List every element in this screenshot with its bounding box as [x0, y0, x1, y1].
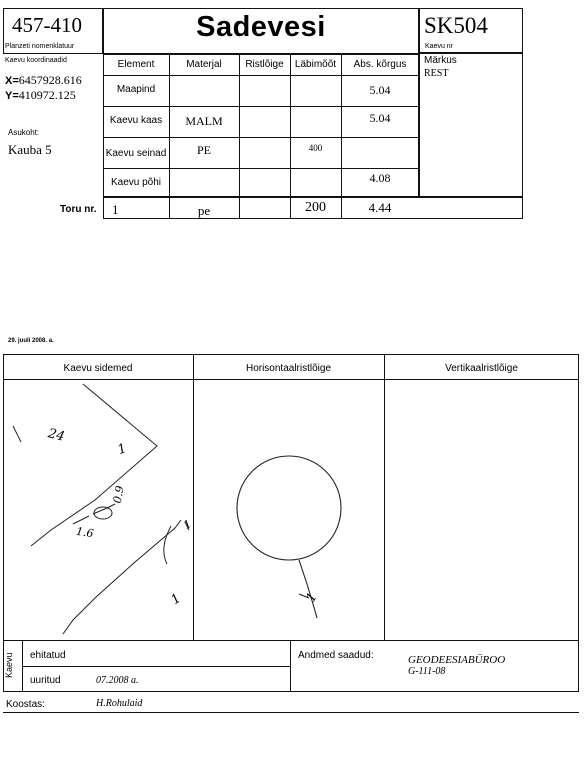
- pipe-material: pe: [197, 203, 211, 218]
- footer-side-label: Kaevu: [4, 652, 14, 678]
- coordinate-x-label: X=: [5, 75, 19, 87]
- sheet-label: Planzeti nomenklatuur: [5, 43, 75, 50]
- panel-title-horizontal: Horisontaalristlõige: [245, 363, 332, 374]
- surveyed-value: 07.2008 a.: [96, 675, 139, 686]
- table-row-material: PE: [196, 143, 211, 157]
- panel-title-vertical: Vertikaalristlõige: [445, 363, 518, 374]
- manhole-label: Kaevu nr: [425, 43, 454, 50]
- manhole-id: SK504: [424, 13, 488, 38]
- connections-sketch: [3, 380, 193, 640]
- date-stamp: 29. juuli 2008. a.: [8, 338, 54, 344]
- panel-title-connections: Kaevu sidemed: [63, 363, 133, 374]
- table-row-height: 4.08: [369, 171, 391, 185]
- coordinates-label: Kaevu koordinaadid: [5, 57, 67, 64]
- table-row-material: MALM: [185, 114, 223, 128]
- surveyed-label: uuritud: [30, 675, 61, 686]
- header-cross-section: Ristlõige: [245, 59, 284, 70]
- compiled-value: H.Rohulaid: [96, 698, 143, 709]
- location-value: Kauba 5: [8, 142, 52, 157]
- sketch-label-1a: 1: [115, 441, 129, 458]
- compiled-label: Koostas:: [6, 699, 45, 710]
- table-row-height: 5.04: [369, 111, 391, 125]
- page-title: Sadevesi: [196, 11, 326, 43]
- sketch-label-16: 1.6: [75, 524, 95, 541]
- sheet-number: 457-410: [12, 13, 82, 37]
- sketch-pipe-label: 1: [303, 590, 321, 605]
- manhole-symbol: [94, 507, 112, 519]
- source-label: Andmed saadud:: [298, 650, 374, 661]
- built-label: ehitatud: [30, 650, 66, 661]
- pipe-diameter: 200: [305, 200, 326, 215]
- remarks-value: REST: [424, 68, 449, 79]
- coordinate-y: [5, 88, 76, 103]
- header-diameter: Läbimõõt: [294, 59, 337, 70]
- sketch-label-1b: 1: [181, 517, 194, 532]
- pipe-label: Toru nr.: [60, 204, 97, 215]
- coordinate-x: [5, 73, 82, 88]
- source-line2: G-111-08: [408, 666, 446, 677]
- location-label: Asukoht:: [8, 128, 40, 137]
- horizontal-section-sketch: [193, 380, 384, 640]
- header-abs-height: Abs. kõrgus: [353, 59, 407, 70]
- sketch-label-1c: 1: [168, 590, 184, 609]
- pipe-number: 1: [112, 202, 119, 217]
- coordinate-y-label: Y=: [5, 90, 19, 102]
- header-element: Element: [117, 59, 155, 70]
- table-row-element: Maapind: [116, 84, 156, 95]
- coordinate-y-value: 410972.125: [18, 88, 76, 102]
- table-row-height: 5.04: [369, 83, 391, 97]
- table-row-element: Kaevu põhi: [110, 177, 162, 188]
- sketch-label-24: 24: [46, 426, 67, 445]
- sketch-label-09: 0.9: [110, 484, 127, 505]
- manhole-circle: [237, 456, 341, 560]
- table-row-element: Kaevu kaas: [109, 115, 163, 126]
- pipe-height: 4.44: [368, 200, 392, 215]
- remarks-label: Märkus: [424, 55, 457, 66]
- pipe-stub: [299, 560, 317, 618]
- table-row-element: Kaevu seinad: [105, 148, 167, 159]
- table-row-diameter: 400: [308, 143, 323, 153]
- building-outline: [31, 384, 157, 546]
- source-line1: GEODEESIABÜROO: [408, 654, 506, 666]
- coordinate-x-value: 6457928.616: [18, 73, 82, 87]
- header-material: Materjal: [186, 59, 222, 70]
